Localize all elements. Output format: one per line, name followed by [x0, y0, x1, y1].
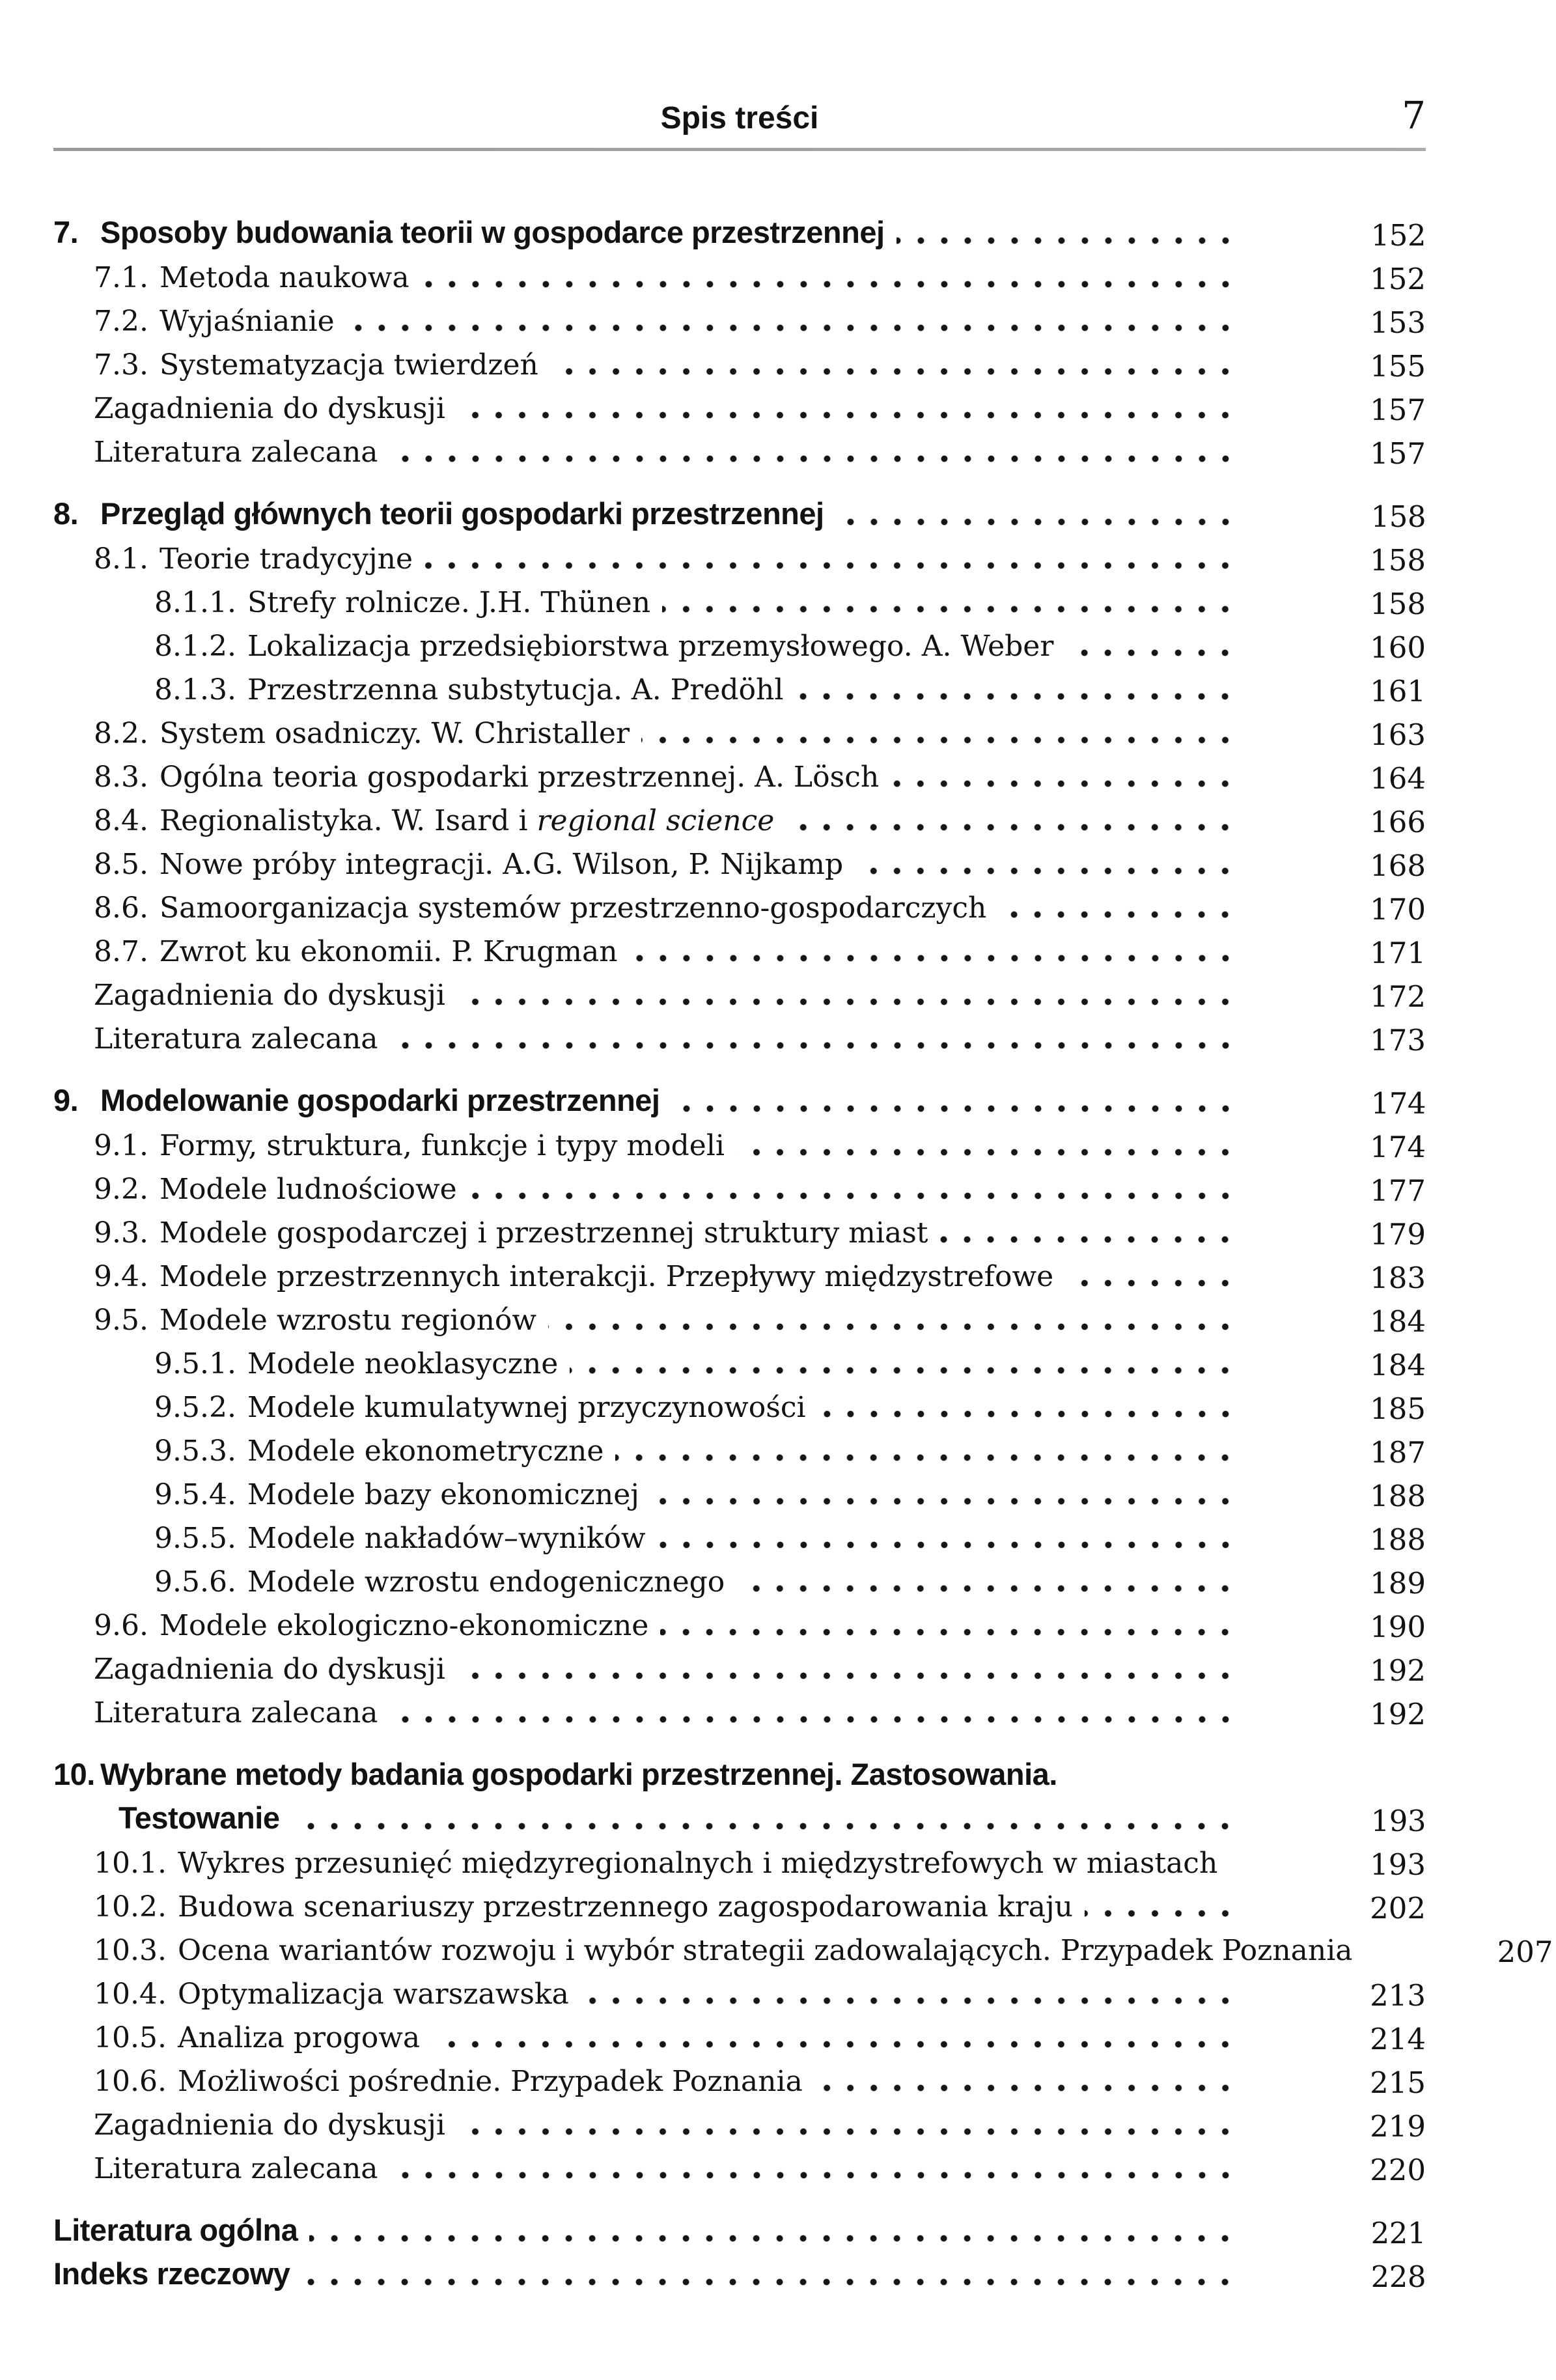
- toc-entry-label: [94, 2153, 378, 2185]
- dot-leader: [1065, 1280, 1237, 1287]
- dot-leader: [390, 1716, 1237, 1723]
- toc-entry-page: 152: [1370, 261, 1426, 296]
- toc-entry-page: 152: [1370, 217, 1426, 253]
- dot-leader: [662, 606, 1237, 613]
- toc-entry-number: 9.5.1.: [154, 1347, 236, 1380]
- toc-entry-page: 214: [1370, 2021, 1426, 2056]
- toc-entry-label: [94, 1261, 1053, 1293]
- toc-entry-page: 158: [1370, 542, 1426, 578]
- toc-entry-text: Modele gospodarczej i przestrzennej struktury miast: [159, 1216, 928, 1250]
- toc-entry-text: Modele ekologiczno-ekonomiczne: [159, 1608, 649, 1642]
- dot-leader: [421, 281, 1237, 288]
- toc-entry-page: 190: [1370, 1609, 1426, 1644]
- toc-entry-label: [53, 2257, 290, 2291]
- toc-entry-label: [94, 543, 413, 575]
- dot-leader: [390, 455, 1237, 462]
- toc-entry-page: 153: [1370, 305, 1426, 340]
- toc-entry-number: 7.3.: [94, 348, 148, 382]
- toc-entry-page: 221: [1370, 2215, 1426, 2250]
- toc-entry-page: 164: [1370, 761, 1426, 796]
- toc-entry: [94, 533, 1426, 577]
- toc-entry: [94, 2056, 1426, 2099]
- toc-entry-text: Zwrot ku ekonomii. P. Krugman: [159, 934, 618, 968]
- toc-entry-page: 219: [1370, 2108, 1426, 2144]
- toc-entry: [94, 1838, 1426, 1881]
- toc-entry: [94, 296, 1426, 339]
- toc-entry-label: [154, 1479, 639, 1511]
- toc-entry-page: 184: [1370, 1347, 1426, 1382]
- dot-leader: [736, 1149, 1237, 1156]
- toc-entry-number: 10.5.: [94, 2021, 167, 2054]
- toc-entry-text: Możliwości pośrednie. Przypadek Poznania: [177, 2064, 803, 2098]
- toc-entry-page: 177: [1370, 1173, 1426, 1208]
- toc-entry: [94, 1925, 1553, 1969]
- toc-entry-text: Ocena wariantów rozwoju i wybór strategii zadowalających. Przypadek Poznania: [177, 1933, 1353, 1967]
- toc-entry-label: [118, 1801, 279, 1836]
- toc-entry-text: Optymalizacja warszawska: [177, 1977, 569, 2011]
- toc-entry-label: [53, 497, 824, 531]
- toc-entry: [154, 664, 1426, 708]
- toc-entry: [94, 1013, 1426, 1057]
- toc-entry-text: Modele kumulatywnej przyczynowości: [247, 1390, 806, 1424]
- toc-entry-label: [94, 305, 335, 337]
- toc-entry-text: Zagadnienia do dyskusji: [94, 2108, 445, 2142]
- toc-entry-label: [154, 674, 783, 706]
- dot-leader: [658, 1541, 1237, 1548]
- toc-entry: [94, 795, 1426, 839]
- toc-entry-label: [53, 2213, 298, 2248]
- toc-section-s9: [53, 1076, 1426, 1731]
- dot-leader: [651, 1498, 1237, 1505]
- toc-entry-text: Modele wzrostu regionów: [159, 1303, 537, 1337]
- toc-entry: [94, 1644, 1426, 1687]
- toc-entry-text: Teorie tradycyjne: [159, 542, 413, 576]
- toc-entry-label: [94, 1023, 378, 1055]
- toc-entry: [154, 1556, 1426, 1600]
- toc-entry-number: 8.1.: [94, 542, 148, 576]
- toc-entry-page: 228: [1370, 2259, 1426, 2294]
- dot-leader: [291, 1823, 1237, 1830]
- dot-leader: [630, 955, 1237, 962]
- toc-entry: [94, 1295, 1426, 1338]
- toc-entry-text: System osadniczy. W. Christaller: [159, 716, 630, 750]
- toc-entry-number: 8.3.: [94, 760, 148, 794]
- toc-entry-text: Formy, struktura, funkcje i typy modeli: [159, 1128, 725, 1162]
- toc-entry-page: 158: [1370, 499, 1426, 534]
- toc-entry-text: Zagadnienia do dyskusji: [94, 1652, 445, 1686]
- dot-leader: [1229, 1866, 1237, 1873]
- dot-leader: [457, 1672, 1237, 1679]
- dot-leader: [939, 1236, 1237, 1243]
- toc-entry-page: 215: [1370, 2065, 1426, 2100]
- toc-entry: [53, 2206, 1426, 2250]
- toc-entry-text: Wybrane metody badania gospodarki przestrzennej. Zastosowania.: [100, 1757, 1057, 1792]
- toc-entry: [53, 208, 1426, 252]
- toc-entry-number: 9.5.5.: [154, 1521, 236, 1555]
- dot-leader: [736, 1585, 1237, 1592]
- toc-entry-text: Wyjaśnianie: [159, 304, 335, 338]
- toc-entry-label: [94, 805, 774, 837]
- toc-entry-text: Ogólna teoria gospodarki przestrzennej. A. Lösch: [159, 760, 880, 794]
- toc-entry-page: 183: [1370, 1260, 1426, 1295]
- toc-entry-number: 9.4.: [94, 1259, 148, 1293]
- toc-entry-page: 220: [1370, 2152, 1426, 2187]
- toc-entry-number: 10.: [53, 1757, 95, 1792]
- dot-leader: [814, 2084, 1237, 2092]
- toc-entry-number: 9.6.: [94, 1608, 148, 1642]
- toc-entry-page: 157: [1370, 392, 1426, 427]
- toc-entry-label: [154, 1348, 558, 1380]
- toc-entry-label: [53, 1757, 1057, 1792]
- toc-entry: [94, 383, 1426, 427]
- toc-entry-page: 158: [1370, 586, 1426, 621]
- toc-entry-number: 9.3.: [94, 1216, 148, 1250]
- toc-entry-page: 193: [1370, 1847, 1426, 1882]
- toc-entry-page: 157: [1370, 436, 1426, 471]
- dot-leader: [424, 562, 1237, 569]
- page-title: Spis treści: [660, 101, 819, 135]
- toc-entry-page: 174: [1370, 1085, 1426, 1121]
- toc-entry-label: [154, 630, 1053, 662]
- toc-entry-number: 8.1.1.: [154, 585, 236, 619]
- toc-entry: [94, 1881, 1426, 1925]
- dot-leader: [836, 518, 1237, 525]
- toc-entry-label: [154, 1435, 604, 1467]
- toc-entry-text: Literatura zalecana: [94, 1022, 378, 1056]
- dot-leader: [818, 1410, 1237, 1418]
- toc-entry: [94, 1251, 1426, 1295]
- toc-entry-text: Literatura zalecana: [94, 1696, 378, 1729]
- toc-entry-text: Sposoby budowania teorii w gospodarce przestrzennej: [100, 215, 885, 250]
- dot-leader: [469, 1192, 1237, 1199]
- toc-entry-label: [94, 848, 843, 880]
- toc-entry-number: 9.5.6.: [154, 1565, 236, 1599]
- toc-entry-number: 7.1.: [94, 260, 148, 294]
- toc-entry-page: 188: [1370, 1522, 1426, 1557]
- toc-entry-page: 160: [1370, 630, 1426, 665]
- toc-entry-number: 8.1.2.: [154, 629, 236, 663]
- toc-entry-label: [94, 2065, 803, 2097]
- toc-entry-label: [94, 393, 445, 425]
- toc-entry-text: Modele ekonometryczne: [247, 1434, 604, 1468]
- toc-entry-number: 8.7.: [94, 934, 148, 968]
- toc-entry-page: 187: [1370, 1435, 1426, 1470]
- dot-leader: [581, 1997, 1237, 2004]
- toc-entry-label: [53, 216, 885, 250]
- toc-entry: [94, 2099, 1426, 2143]
- toc-section-footer: [53, 2206, 1426, 2293]
- toc-entry-page: 174: [1370, 1129, 1426, 1164]
- dot-leader: [457, 412, 1237, 419]
- toc-entry-text: Przegląd głównych teorii gospodarki przestrzennej: [100, 496, 824, 531]
- toc-entry-number: 8.1.3.: [154, 673, 236, 707]
- dot-leader: [855, 867, 1237, 875]
- toc-entry: [94, 1687, 1426, 1731]
- toc-entry-number: 9.1.: [94, 1128, 148, 1162]
- dot-leader: [672, 1105, 1238, 1112]
- toc-entry-label: [94, 1217, 928, 1249]
- toc-section-s8: [53, 490, 1426, 1057]
- toc-entry: [94, 2143, 1426, 2187]
- toc-entry-number: 8.4.: [94, 804, 148, 837]
- toc-entry-page: 161: [1370, 673, 1426, 708]
- toc-entry-text: Literatura ogólna: [53, 2213, 298, 2248]
- toc-entry-page: 192: [1370, 1696, 1426, 1731]
- toc-entry: [154, 577, 1426, 621]
- toc-entry: [94, 339, 1426, 383]
- toc-entry-label: [94, 1653, 445, 1685]
- dot-leader: [795, 693, 1237, 700]
- dot-leader: [1069, 1779, 1237, 1786]
- toc-entry: [94, 252, 1426, 296]
- toc-entry-page: 163: [1370, 717, 1426, 752]
- toc-entry-text: Literatura zalecana: [94, 2151, 378, 2185]
- toc-entry-text: Metoda naukowa: [159, 260, 410, 294]
- dot-leader: [786, 824, 1237, 831]
- toc-entry-label: [53, 1084, 660, 1118]
- toc-entry: [94, 751, 1426, 795]
- dot-leader: [301, 2278, 1237, 2286]
- toc-entry-number: 10.6.: [94, 2064, 167, 2098]
- toc-entry-number: 10.3.: [94, 1933, 167, 1967]
- toc-entry-number: 8.6.: [94, 891, 148, 925]
- toc-entry: [154, 621, 1426, 664]
- toc-entry: [94, 708, 1426, 751]
- toc-entry-label: [154, 1522, 646, 1554]
- toc-entry-label: [94, 1610, 648, 1642]
- header-rule: [53, 148, 1426, 151]
- dot-leader: [432, 2041, 1237, 2048]
- toc-entry-label: [154, 587, 650, 619]
- toc-entry: [118, 1794, 1426, 1838]
- toc-entry-text: Modele ludnościowe: [159, 1172, 457, 1206]
- toc-entry-page: 207: [1497, 1934, 1553, 1969]
- table-of-contents: [53, 208, 1553, 2294]
- toc-entry: [154, 1338, 1426, 1382]
- toc-entry-label: [94, 1978, 569, 2010]
- toc-entry: [94, 970, 1426, 1013]
- toc-entry-text: Modele nakładów–wyników: [247, 1521, 646, 1555]
- toc-entry: [94, 1600, 1426, 1644]
- toc-entry-label: [94, 2022, 420, 2054]
- toc-entry-number: 8.5.: [94, 847, 148, 881]
- toc-entry-number: 9.5.2.: [154, 1390, 236, 1424]
- toc-entry-label: [94, 1304, 536, 1336]
- toc-entry-page: 179: [1370, 1216, 1426, 1252]
- toc-entry-text: Nowe próby integracji. A.G. Wilson, P. Nijkamp: [159, 847, 844, 881]
- toc-entry-page: 168: [1370, 848, 1426, 883]
- toc-entry: [53, 2250, 1426, 2293]
- toc-entry-page: 170: [1370, 891, 1426, 927]
- dot-leader: [390, 1042, 1237, 1049]
- toc-entry-number: 8.2.: [94, 716, 148, 750]
- toc-entry-text: Zagadnienia do dyskusji: [94, 391, 445, 425]
- toc-entry: [53, 490, 1426, 533]
- toc-entry-label: [94, 349, 538, 381]
- toc-entry: [154, 1513, 1426, 1556]
- dot-leader: [457, 998, 1237, 1005]
- dot-leader: [1085, 1910, 1237, 1917]
- toc-entry-label: [94, 262, 410, 294]
- toc-entry-text: Samoorganizacja systemów przestrzenno-gospodarczych: [159, 891, 987, 925]
- toc-entry-label: [94, 1935, 1353, 1967]
- toc-entry-text: Testowanie: [118, 1800, 280, 1836]
- toc-entry-label: [154, 1392, 806, 1423]
- toc-entry: [53, 1076, 1426, 1120]
- toc-entry-text: Wykres przesunięć międzyregionalnych i międzystrefowych w miastach: [177, 1846, 1218, 1880]
- toc-entry-page: 172: [1370, 979, 1426, 1014]
- toc-entry-label: [154, 1566, 725, 1598]
- toc-entry-page: 189: [1370, 1565, 1426, 1601]
- dot-leader: [891, 780, 1237, 787]
- toc-entry-text: Systematyzacja twierdzeń: [159, 348, 538, 382]
- toc-entry-label: [94, 1173, 457, 1205]
- toc-entry-label: [94, 1130, 725, 1162]
- toc-entry-page: 193: [1370, 1803, 1426, 1838]
- toc-entry-label: [94, 936, 618, 968]
- dot-leader: [1065, 649, 1237, 656]
- toc-entry-number: 10.4.: [94, 1977, 167, 2011]
- toc-entry-number: 9.5.3.: [154, 1434, 236, 1468]
- toc-entry-page: 192: [1370, 1653, 1426, 1688]
- toc-entry-text: Modele bazy ekonomicznej: [247, 1477, 639, 1511]
- toc-entry-text: Modele neoklasyczne: [247, 1347, 559, 1380]
- dot-leader: [390, 2172, 1237, 2179]
- dot-leader: [457, 2128, 1237, 2135]
- toc-entry-text: Regionalistyka. W. Isard i regional science: [159, 804, 775, 837]
- toc-entry-page: 155: [1370, 348, 1426, 384]
- toc-entry-text: Modelowanie gospodarki przestrzennej: [100, 1083, 660, 1118]
- page-header: [53, 93, 1426, 137]
- toc-entry: [94, 1120, 1426, 1164]
- toc-entry-page: 171: [1370, 935, 1426, 970]
- toc-entry-label: [94, 1697, 378, 1729]
- toc-entry: [154, 1382, 1426, 1425]
- toc-entry-page: 185: [1370, 1391, 1426, 1426]
- toc-entry-number: 10.2.: [94, 1890, 167, 1924]
- toc-entry-page: 213: [1370, 1978, 1426, 2013]
- toc-entry-text: Przestrzenna substytucja. A. Predöhl: [247, 673, 784, 707]
- toc-entry: [94, 427, 1426, 470]
- dot-leader: [641, 736, 1237, 744]
- toc-entry-number: 8.: [53, 496, 79, 531]
- toc-entry-text: Modele wzrostu endogenicznego: [247, 1565, 725, 1599]
- dot-leader: [896, 237, 1237, 244]
- toc-entry-text: Indeks rzeczowy: [53, 2256, 290, 2291]
- dot-leader: [570, 1367, 1237, 1374]
- toc-entry: [154, 1469, 1426, 1513]
- toc-entry-number: 7.2.: [94, 304, 148, 338]
- toc-entry: [94, 839, 1426, 882]
- toc-entry-label: [94, 892, 986, 924]
- dot-leader: [309, 2235, 1237, 2242]
- toc-entry-page: 166: [1370, 804, 1426, 839]
- toc-entry-label: [94, 718, 630, 749]
- toc-entry-text: Lokalizacja przedsiębiorstwa przemysłowego. A. Weber: [247, 629, 1054, 663]
- toc-entry-page: 173: [1370, 1022, 1426, 1057]
- dot-leader: [548, 1323, 1237, 1330]
- toc-entry: [94, 1207, 1426, 1251]
- dot-leader: [998, 911, 1237, 918]
- toc-entry-label: [94, 1891, 1073, 1923]
- toc-entry-page: 188: [1370, 1478, 1426, 1513]
- toc-entry: [94, 1164, 1426, 1207]
- toc-entry-number: 9.: [53, 1083, 79, 1118]
- toc-entry-text: Analiza progowa: [177, 2021, 421, 2054]
- toc-entry-number: 10.1.: [94, 1846, 167, 1880]
- dot-leader: [550, 368, 1237, 375]
- toc-entry-label: [94, 1847, 1217, 1879]
- dot-leader: [346, 324, 1237, 331]
- toc-entry-text-italic: regional science: [536, 804, 775, 837]
- dot-leader: [660, 1629, 1237, 1636]
- toc-entry-page: 202: [1370, 1890, 1426, 1925]
- toc-entry: [94, 1968, 1426, 2012]
- toc-section-s10: [53, 1750, 1553, 2187]
- toc-entry-number: 9.5.: [94, 1303, 148, 1337]
- toc-entry-number: 9.2.: [94, 1172, 148, 1206]
- dot-leader: [615, 1454, 1237, 1461]
- toc-entry: [94, 882, 1426, 926]
- toc-entry: [94, 926, 1426, 970]
- toc-entry: [154, 1425, 1426, 1469]
- toc-entry-text: Zagadnienia do dyskusji: [94, 978, 445, 1012]
- toc-entry-text: Literatura zalecana: [94, 435, 378, 469]
- toc-entry-page: 184: [1370, 1304, 1426, 1339]
- toc-entry-text: Strefy rolnicze. J.H. Thünen: [247, 585, 651, 619]
- toc-entry-label: [94, 979, 445, 1011]
- toc-entry-text: Modele przestrzennych interakcji. Przepływy międzystrefowe: [159, 1259, 1054, 1293]
- toc-entry-number: 7.: [53, 215, 79, 250]
- toc-entry: [53, 1750, 1426, 1794]
- toc-entry-number: 9.5.4.: [154, 1477, 236, 1511]
- toc-entry-text: Budowa scenariuszy przestrzennego zagospodarowania kraju: [177, 1890, 1074, 1924]
- toc-entry-label: [94, 2109, 445, 2141]
- toc-entry: [94, 2012, 1426, 2056]
- page-number: 7: [1402, 93, 1426, 137]
- toc-entry-label: [94, 761, 879, 793]
- toc-section-s7: [53, 208, 1426, 470]
- toc-entry-label: [94, 436, 378, 468]
